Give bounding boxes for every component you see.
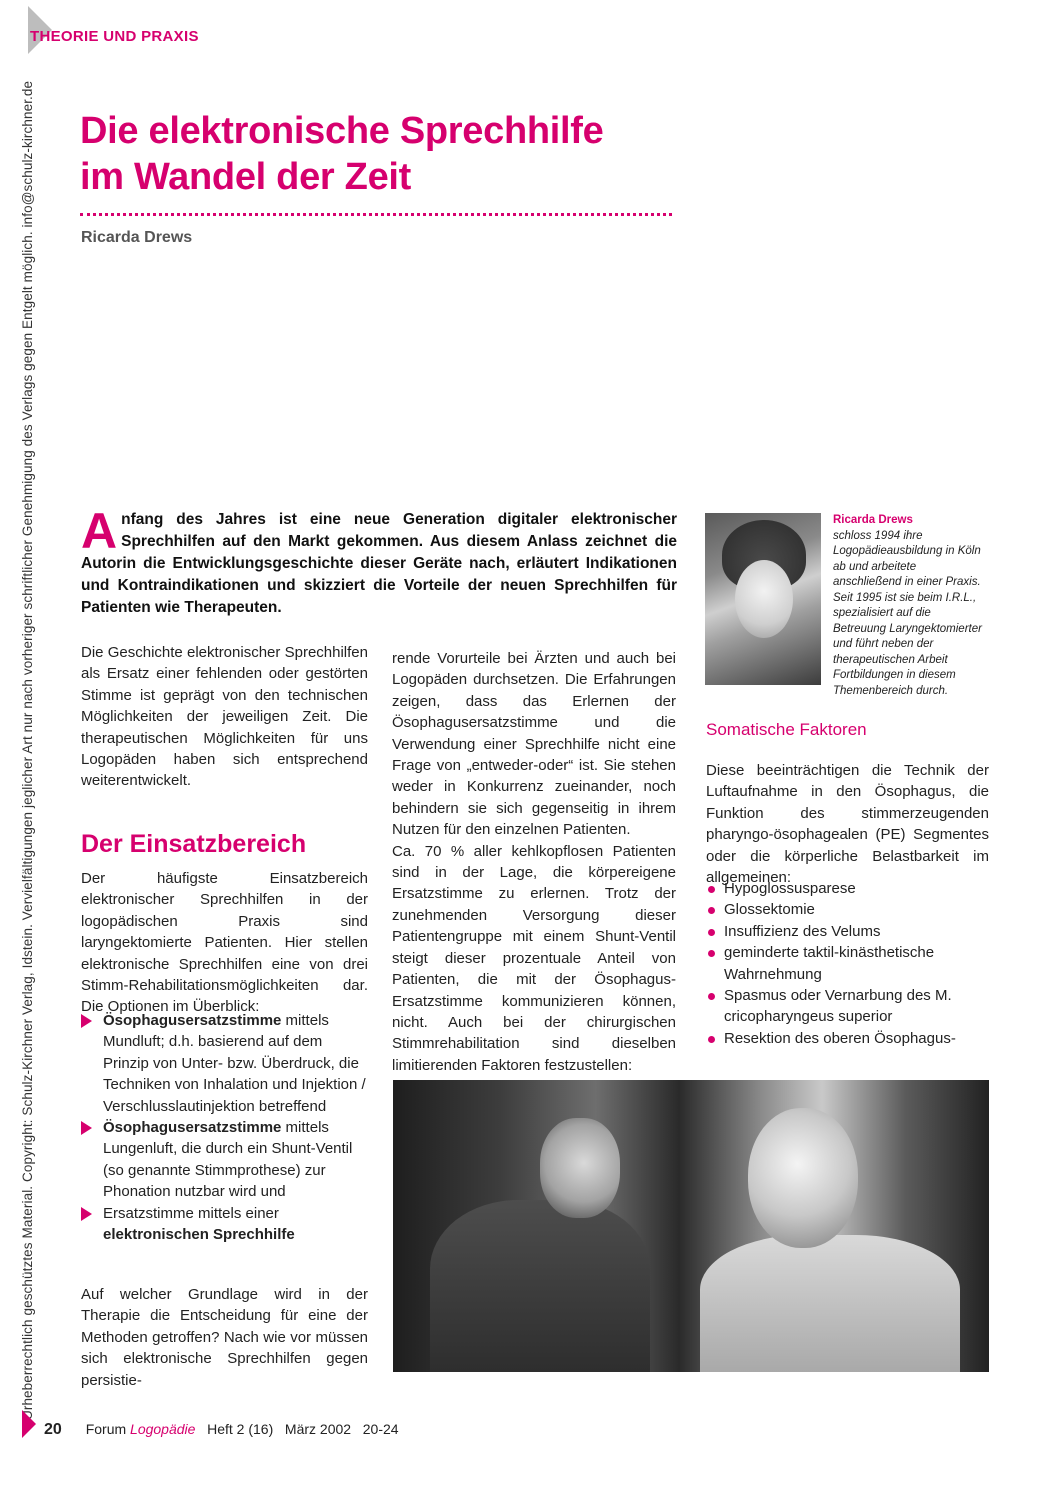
closing-paragraph-col1: Auf welcher Grundlage wird in der Therapie die Entscheidung für eine der Methoden getroffen? Nach wie vor müssen sich elektronische Sprechhilfen gegen persistie- <box>81 1286 368 1389</box>
factor-text: Resektion des oberen Ösophagus- <box>724 1029 956 1047</box>
caption-author-bio: schloss 1994 ihre Logopädieausbildung in Köln ab und arbeitete anschließend in einer Praxis. Seit 1995 ist sie beim I.R.L., spezialisiert auf die Betreuung Laryngektomierter und führt neben der therapeutischen Arbeit Fortbildungen in diesem Themenbereich durch. <box>833 529 982 697</box>
option-text: mittels Lungenluft, die durch ein Shunt-Ventil (so genannte Stimmprothese) zur Phonation nutzbar wird und <box>103 1119 353 1201</box>
list-item <box>706 899 989 920</box>
footer-forum: Forum <box>85 1421 127 1437</box>
option-text: mittels Mundluft; d.h. basierend auf dem Prinzip von Unter- bzw. Überdruck, die Techniken von Inhalation und Injektion / Verschlusslautinjektion betreffend <box>103 1012 366 1115</box>
intro-paragraph: Die Geschichte elektronischer Sprechhilfen als Ersatz einer fehlenden oder gestörten Stimme ist geprägt von den technischen Möglichkeiten der jeweiligen Zeit. Die therapeutischen Möglichkeiten für uns Logopäden haben sich entsprechend weiterentwickelt. <box>81 644 368 790</box>
photo-person-left-body <box>430 1200 650 1372</box>
factor-text: Spasmus oder Vernarbung des M. cricopharyngeus superior <box>724 987 952 1026</box>
bullet-icon <box>708 886 715 893</box>
photo-person-left-head <box>540 1118 620 1218</box>
photo-person-right-body <box>700 1235 960 1372</box>
list-item <box>706 942 989 985</box>
bullet-icon <box>708 907 715 914</box>
list-item <box>81 1117 368 1203</box>
footer-magazine: Logopädie <box>130 1421 196 1437</box>
bullet-icon <box>708 950 715 957</box>
somatic-intro-paragraph: Diese beeinträchtigen die Technik der Luftaufnahme in den Ösophagus, die Funktion des stimmerzeugenden pharyngo-ösophagealen (PE) Segmentes oder die körperliche Belastbarkeit im allgemeinen: <box>706 762 989 887</box>
option-bold: elektronischen Sprechhilfe <box>103 1226 295 1244</box>
option-bold: Ösophagusersatzstimme <box>103 1119 282 1137</box>
bullet-icon <box>708 929 715 936</box>
page-number: 20 <box>44 1421 62 1438</box>
bullet-icon <box>708 993 715 1000</box>
lead-text: nfang des Jahres ist eine neue Generation digitaler elektronischer Sprechhilfen auf den Markt gekommen. Aus diesem Anlass zeichnet die Autorin die Entwicklungsgeschichte dieser Geräte nach, erläutert Indikationen und Kontraindikationen und skizziert die Vorteile der neuen Sprechhilfen für Patienten wie Therapeuten. <box>81 511 677 616</box>
factor-text: Hypoglossusparese <box>724 880 856 897</box>
list-item <box>706 985 989 1028</box>
list-item <box>706 921 989 942</box>
list-item <box>81 1010 368 1117</box>
arrow-icon <box>81 1014 92 1028</box>
copyright-side-notice: Urheberrechtlich geschütztes Material. Copyright: Schulz-Kirchner Verlag, Idstein. Vervielfältigungen jeglicher Art nur nach vorheriger schriftlicher Genehmigung des Verlags gegen Entgelt möglich. info@schulz-kirchner.de <box>20 80 35 1420</box>
title-line-1: Die elektronische Sprechhilfe <box>80 110 604 152</box>
factor-text: geminderte taktil-kinästhetische Wahrnehmung <box>724 944 935 983</box>
footer-date: März 2002 <box>284 1421 352 1437</box>
page-marker-icon <box>22 1410 36 1438</box>
list-item <box>706 878 989 899</box>
photo-person-right-head <box>748 1108 858 1248</box>
section-label: THEORIE UND PRAXIS <box>30 28 199 45</box>
arrow-icon <box>81 1121 92 1135</box>
bullet-icon <box>708 1036 715 1043</box>
author-caption <box>833 513 983 699</box>
drop-cap: A <box>81 503 118 559</box>
footer-issue: Heft 2 (16) <box>207 1421 274 1437</box>
option-bold: Ösophagusersatzstimme <box>103 1012 282 1029</box>
einsatzbereich-paragraph: Der häufigste Einsatzbereich elektronischer Sprechhilfen in der logopädischen Praxis sind laryngektomierte Patienten. Hier stellen elektronische Sprechhilfen eine von drei Stimm-Rehabilitationsmöglichkeiten dar. Die Optionen im Überblick: <box>81 870 368 1016</box>
title-line-2: im Wandel der Zeit <box>80 156 412 198</box>
heading-einsatzbereich: Der Einsatzbereich <box>81 830 307 858</box>
factor-text: Glossektomie <box>724 901 815 919</box>
author-portrait-face <box>735 560 793 638</box>
option-text: Ersatzstimme mittels einer <box>103 1204 279 1222</box>
heading-somatische-faktoren: Somatische Faktoren <box>706 720 867 739</box>
lead-paragraph <box>81 503 677 619</box>
factor-text: Insuffizienz des Velums <box>724 922 881 940</box>
factors-list <box>706 878 989 1049</box>
title-divider <box>80 213 672 216</box>
col2-paragraph-1: rende Vorurteile bei Ärzten und auch bei Logopäden durchsetzen. Die Erfahrungen zeigen, dass das Erlernen der Ösophagusersatzstimme und die Verwendung einer Sprechhilfe nicht eine Frage von „entweder-oder“ ist. Sie stehen weder in Konkurrenz zueinander, noch behindern sie sich gegenseitig in ihrem Nutzen für den einzelnen Patienten. <box>392 650 676 839</box>
article-title <box>80 108 720 200</box>
list-item <box>706 1028 989 1049</box>
list-item <box>81 1203 368 1246</box>
options-list <box>81 1010 368 1245</box>
caption-author-name: Ricarda Drews <box>833 514 913 526</box>
arrow-icon <box>81 1207 92 1221</box>
footer-pages: 20-24 <box>362 1421 399 1437</box>
column-2 <box>392 648 676 1076</box>
article-author: Ricarda Drews <box>81 229 193 246</box>
page-footer <box>44 1421 399 1439</box>
col2-paragraph-2: Ca. 70 % aller kehlkopflosen Patienten sind in der Lage, die körpereigene Ersatzstimme zu erlernen. Trotz der zunehmenden Versorgung dieser Patientengruppe mit einem Shunt-Ventil steigt dieser prozentuale Anteil von Patienten, die mit der Ösophagus-Ersatzstimme kommunizieren können, nicht. Auch bei der chirurgischen Stimmrehabilitation sind dieselben limitierenden Faktoren festzustellen: <box>392 842 676 1074</box>
